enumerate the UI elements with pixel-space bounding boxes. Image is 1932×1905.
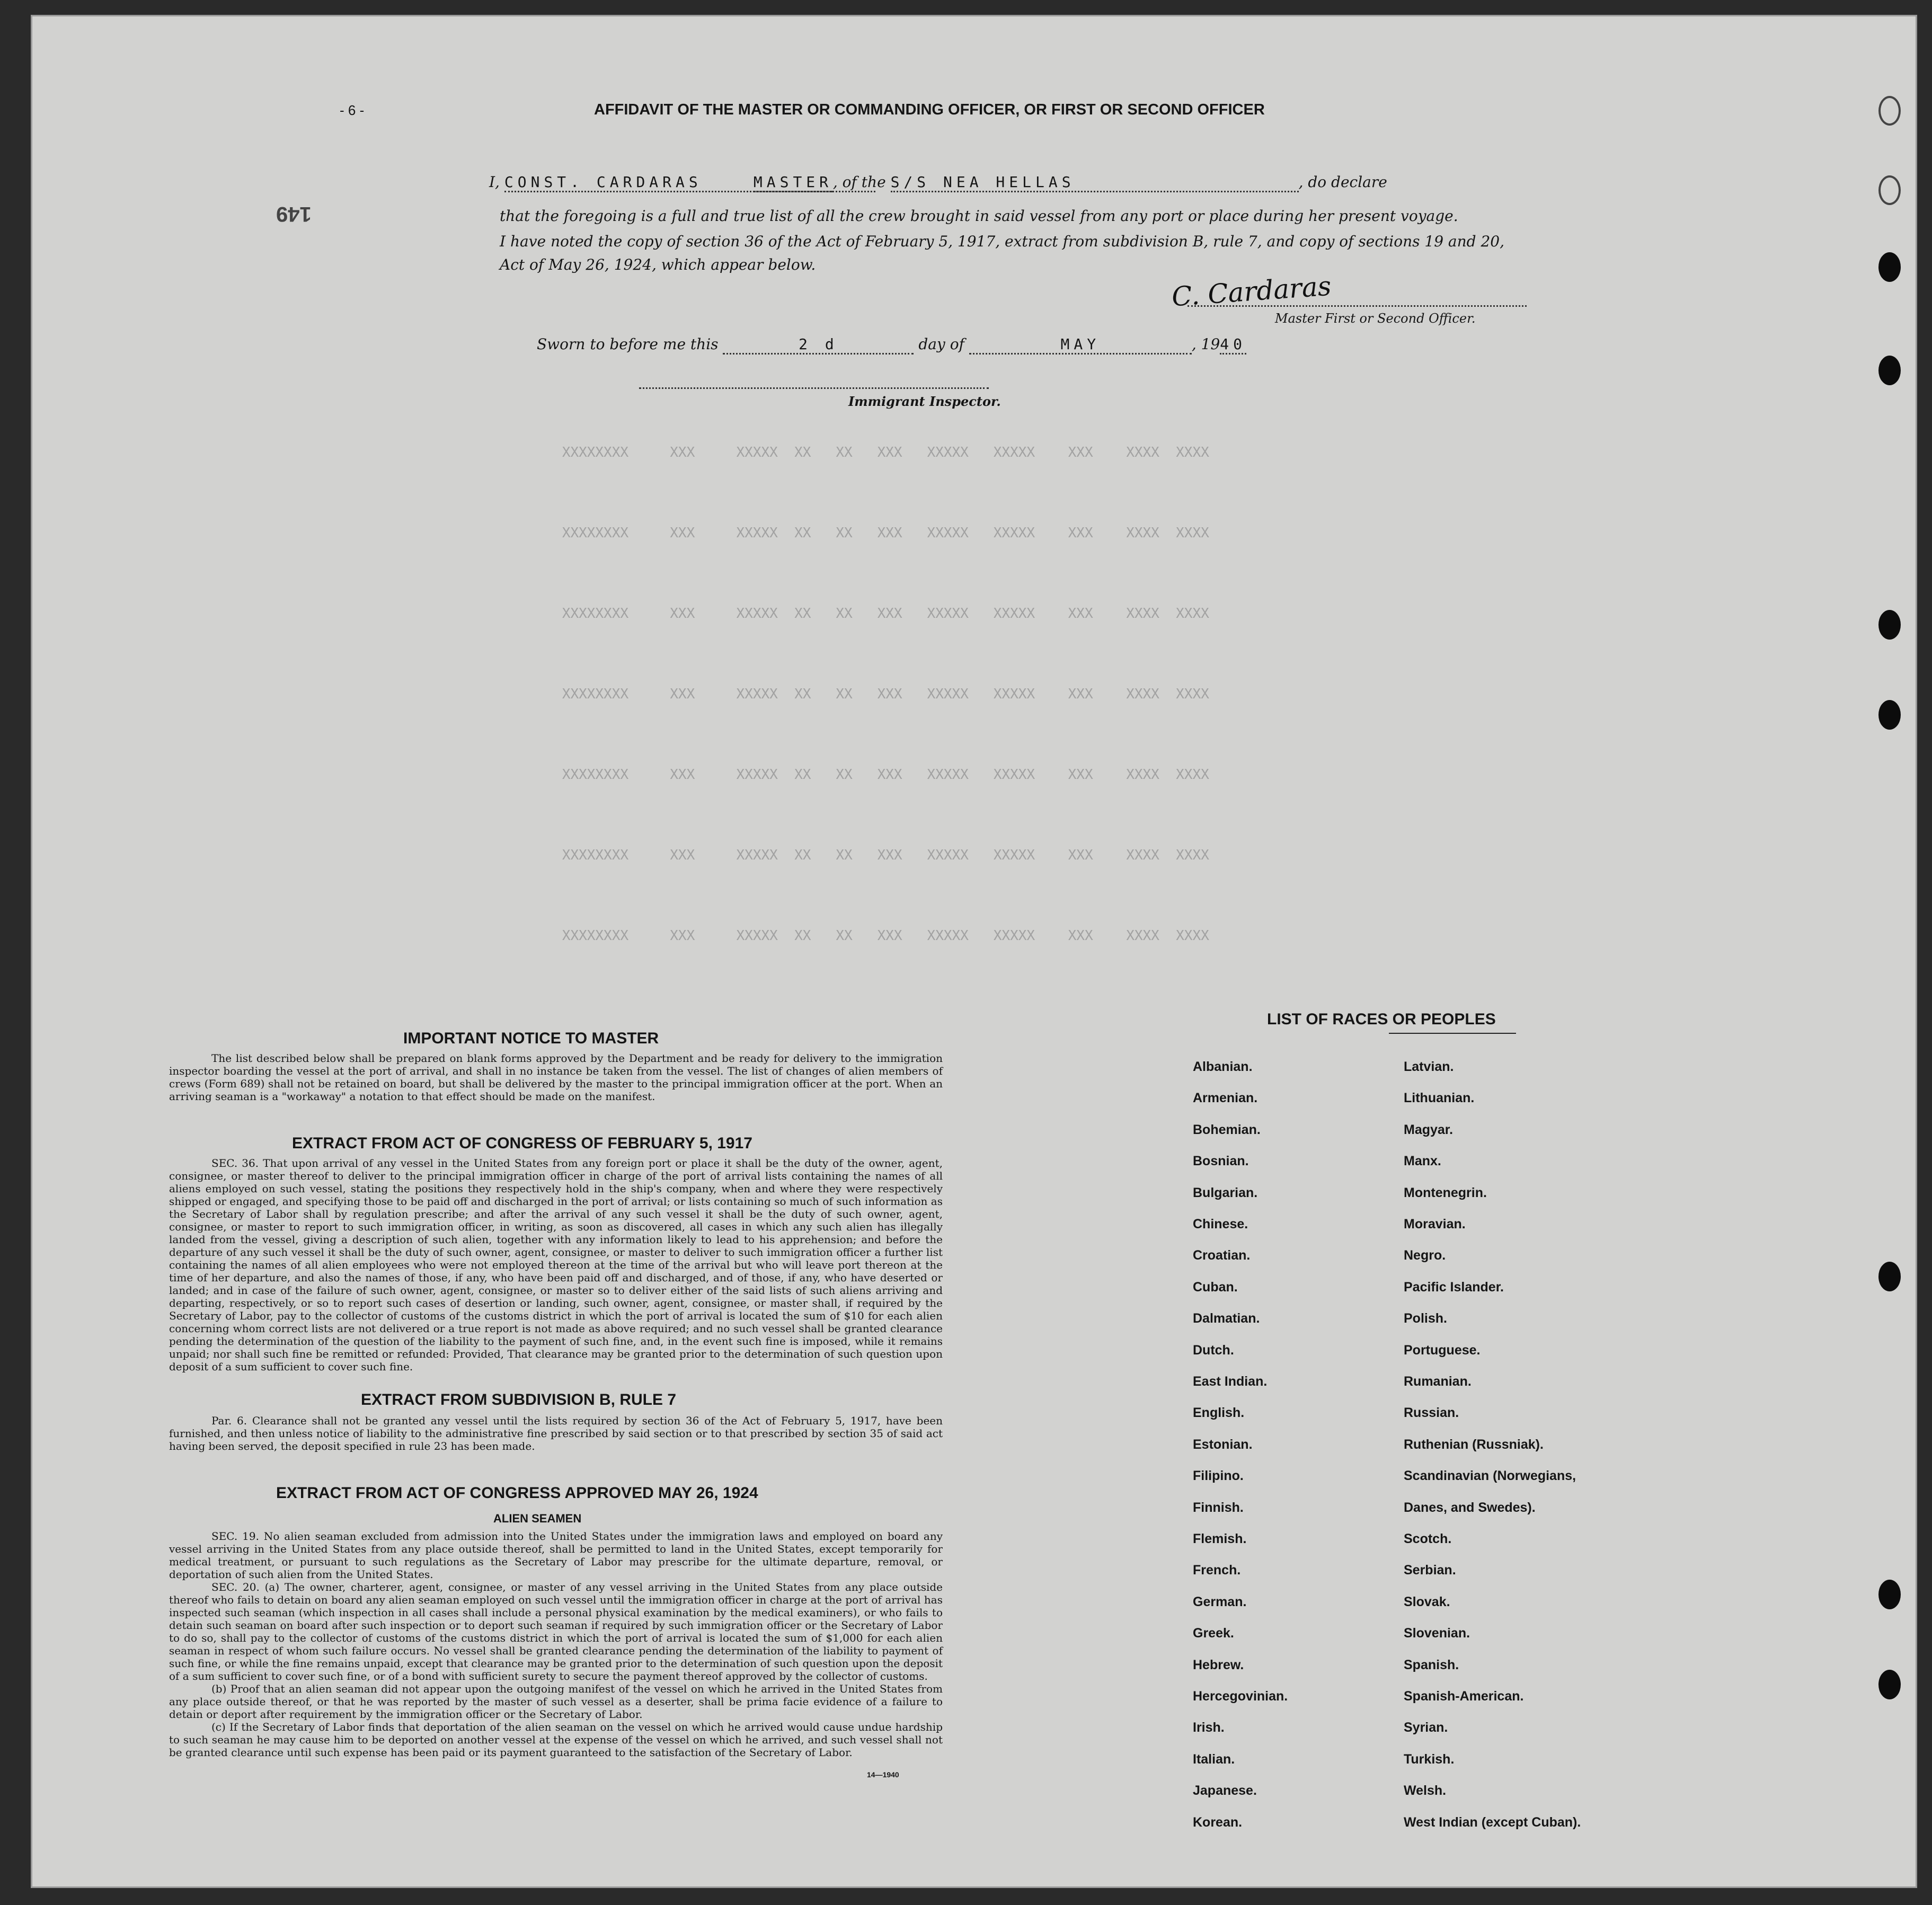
race-item: Rumanian. — [1404, 1374, 1472, 1389]
race-item: Spanish. — [1404, 1657, 1459, 1672]
race-item: Hebrew. — [1193, 1657, 1244, 1672]
subdivision-text: Par. 6. Clearance shall not be granted any vessel until the lists required by section 36 of the Act of February 5, 1917, have been furnished, and then unless notice of liability to the administrative fine prescribed by said section or to that prescribed by section 35 of said act having been served, the deposit specified in rule 23 has been made. — [169, 1414, 943, 1452]
extract-1924-title: EXTRACT FROM ACT OF CONGRESS APPROVED MAY 26, 1924 — [276, 1484, 758, 1502]
binding-hole — [1878, 252, 1901, 282]
race-item: Manx. — [1404, 1154, 1441, 1169]
declaration-line-3: I have noted the copy of section 36 of the Act of February 5, 1917, extract from subdivision B, rule 7, and copy of sections 19 and 20, — [500, 233, 1505, 250]
race-item: Korean. — [1193, 1814, 1243, 1830]
section-20b-text: (b) Proof that an alien seaman did not appear upon the outgoing manifest of the vessel on which he arrived in the United States from any place outside thereof, or that he was reported by the master of such vessel as a deserter, shall be prima facie evidence of a failure to detain or deport after requirement by the immigration officer or the Secretary of Labor. — [169, 1682, 943, 1721]
binding-hole — [1878, 1580, 1901, 1609]
binding-hole — [1878, 610, 1901, 640]
races-title: LIST OF RACES OR PEOPLES — [1267, 1011, 1496, 1028]
race-item: Scotch. — [1404, 1531, 1452, 1546]
vessel-name-field: S/S NEA HELLAS — [891, 173, 1299, 192]
page-number: - 6 - — [340, 102, 365, 118]
race-item: Turkish. — [1404, 1751, 1455, 1767]
race-item: Estonian. — [1193, 1437, 1253, 1452]
sworn-day-field: 2 d — [723, 335, 914, 355]
race-item: Latvian. — [1404, 1059, 1454, 1074]
race-item: East Indian. — [1193, 1374, 1268, 1389]
race-item: Cuban. — [1193, 1279, 1238, 1295]
race-item: English. — [1193, 1405, 1245, 1421]
binding-hole — [1878, 356, 1901, 385]
race-item: Moravian. — [1404, 1217, 1466, 1231]
race-item: Ruthenian (Russniak). — [1404, 1437, 1544, 1452]
race-item: Slovenian. — [1404, 1626, 1470, 1641]
races-title-underline — [1389, 1033, 1516, 1034]
master-signature: C. Cardaras — [1171, 270, 1333, 313]
race-item: Irish. — [1193, 1720, 1225, 1735]
notice-title: IMPORTANT NOTICE TO MASTER — [403, 1030, 659, 1047]
race-item: French. — [1193, 1563, 1241, 1578]
notice-text: The list described below shall be prepared on blank forms approved by the Department and be ready for delivery to the immigration inspector boarding the vessel at the port of arrival, and shall in no instance be taken from the vessel. The list of changes of alien members of crews (Form 689) shall not be retained on board, but shall be delivered by the master to the principal immigration officer at the port. When an arriving seaman is a "workaway" a notation to that effect should be made on the manifest. — [169, 1052, 943, 1103]
race-item: Armenian. — [1193, 1091, 1258, 1106]
section-19-text: SEC. 19. No alien seaman excluded from admission into the United States under the immigration laws and employed on board any vessel arriving in the United States from any place outside thereof, shall be permitted to land in the United States, except temporarily for medical treatment, or pursuant to such regulations as the Secretary of Labor may prescribe for the ultimate departure, removal, or deportation of such alien from the United States. — [169, 1530, 943, 1581]
race-item: Bohemian. — [1193, 1122, 1261, 1137]
declaration-line-4: Act of May 26, 1924, which appear below. — [500, 256, 816, 273]
race-item: Syrian. — [1404, 1720, 1448, 1735]
race-item: Slovak. — [1404, 1594, 1450, 1609]
binding-hole — [1878, 96, 1901, 126]
race-item: Serbian. — [1404, 1563, 1456, 1578]
of-the-text: , of the — [832, 173, 886, 191]
sworn-line — [537, 335, 1246, 355]
affidavit-title: AFFIDAVIT OF THE MASTER OR COMMANDING OFFICER, OR FIRST OR SECOND OFFICER — [594, 101, 1265, 118]
section-20c-text: (c) If the Secretary of Labor finds that deportation of the alien seaman on the vessel on which he arrived would cause undue hardship to such seaman he may cause him to be deported on another vessel at the expense of the vessel on which he arrived, and such vessel shall not be granted clearance until such expense has been paid or its payment guaranteed to the satisfaction of the Secretary of Labor. — [169, 1721, 943, 1759]
race-item: Flemish. — [1193, 1531, 1247, 1546]
rank-field: MASTER — [754, 173, 833, 192]
race-item: Welsh. — [1404, 1783, 1447, 1798]
form-code: 14—1940 — [867, 1770, 899, 1779]
race-item: Bosnian. — [1193, 1154, 1249, 1169]
manifest-page: XXXX XXXX XXX XXXXX XXXXX XXX XX XX XXXXX XXX XXXXXXXX XXXX XXXX XXX XXXXX XXXXX XXX XX XX XXXXX XXX XXXXXXXX XXXX XXXX XXX XXXXX XXXXX XXX XX XX XXXXX XXX XXXXXXXX XXXX XXXX XXX XXXXX XXXXX XXX XX XX XXXXX XXX XXXXXXXX XXXX XXXX XXX XXXXX XXXXX XXX XX XX XXXXX XXX XXXXXXXX XXXX XXXX XXX XXXXX XXXXX XXX XX XX XXXXX XXX XXXXXXXX XXXX XXXX XXX XXXXX XXXXX XXX XX XX XXXXX XXX XXXXXXXX - 6 - AFFIDAVIT OF THE MASTER OR COMMANDING OFFICER, OR FIRST OR SECOND OFFICER 149 I, CONST. CARDARAS MASTER, of the S/S NEA HELLAS , do declare that the foregoing is a full and true list of all the crew brought in said vessel from any port or place during her present voyage. I have noted the copy of section 36 of the Act of February 5, 1917, extract from subdivision B, rule 7, and copy of sections 19 and 20, Act of May 26, 1924, which appear below. C. Cardaras Master First or Second Officer. Sworn to before me this 2 d day of MAY , 1940 Immigrant Inspector. IMPORTANT NOTICE TO MASTER The list described below shall be prepared on blank forms approved by the Department and be ready for delivery to the immigration inspector boarding the vessel at the port of arrival, and shall in no instance be taken from the vessel. The list of changes of alien members of crews (Form 689) shall not be retained on board, but shall be delivered by the master to the principal immigration officer at the port. When an arriving seaman is a "workaway" a notation to that effect should be made on the manifest. EXTRACT FROM ACT OF CONGRESS OF FEBRUARY 5, 1917 SEC. 36. That upon arrival of any vessel in the United States from any foreign port or place it shall be the duty of the owner, agent, consignee, or master thereof to deliver to the principal immigration officer in charge of the port of arrival lists containing the names of all aliens employed on such vessel, stating the positions they respectively hold in the ship's company, when and where they were respectively shipped or engaged, and specifying those to be paid off and discharged in the port of arrival; or lists containing so much of such information as the Secretary of Labor shall by regulation prescribe; and after the arrival of any such vessel it shall be the duty of such owner, agent, consignee, or master to report to such immigration officer, in writing, as soon as discovered, all cases in which any such alien has illegally landed from the vessel, giving a description of such alien, together with any information likely to lead to his apprehension; and before the departure of any such vessel it shall be the duty of such owner, agent, consignee, or master to deliver to such immigration officer a further list containing the names of all alien employees who were not employed thereon at the time of the arrival but who will leave port thereon at the time of her departure, and also the names of those, if any, who have been paid off and discharged, and of those, if any, who have deserted or landed; and in case of the failure of such owner, agent, consignee, or master so to deliver either of the said lists of such aliens arriving and departing, respectively, or so to report such cases of desertion or landing, such owner, agent, consignee, or master shall, if required by the Secretary of Labor, pay to the collector of customs of the customs district in which the port of arrival is located the sum of $10 for each alien concerning whom correct lists are not delivered or a true report is not made as above required; and no such vessel shall be granted clearance pending the determination of the question of the liability to the payment of such fine, and, in the event such fine is imposed, while it remains unpaid; nor shall such fine be remitted or refunded: Provided, That clearance may be granted prior to the determination of such question upon deposit of a sum sufficient to cover such fine. EXTRACT FROM SUBDIVISION B, RULE 7 Par. 6. Clearance shall not be granted any vessel until the lists required by section 36 of the Act of February 5, 1917, have been furnished, and then unless notice of liability to the administrative fine prescribed by said section or to that prescribed by section 35 of said act having been served, the deposit specified in rule 23 has been made. EXTRACT FROM ACT OF CONGRESS APPROVED MAY 26, 1924 ALIEN SEAMEN SEC. 19. No alien seaman excluded from admission into the United States under the immigration laws and employed on board any vessel arriving in the United States from any place outside thereof, shall be permitted to land in the United States, except temporarily for medical treatment, or pursuant to such regulations as the Secretary of Labor may prescribe for the ultimate departure, removal, or deportation of such alien from the United States. SEC. 20. (a) The owner, charterer, agent, consignee, or master of any vessel arriving in the United States from any place outside thereof who fails to detain on board any alien seaman employed on such vessel until the immigration officer in charge at the port of arrival has inspected such seaman (which inspection in all cases shall include a personal physical examination by the medical examiners), or who fails to detain such seaman on board after such inspection or to deport such seaman if required by such immigration officer or the Secretary of Labor to do so, shall pay to the collector of customs of the customs district in which the port of arrival is located the sum of $1,000 for each alien seaman in respect of whom such failure occurs. No vessel shall be granted clearance pending the determination of the liability to payment of such fine, or while the fine remains unpaid, except that clearance may be granted prior to the determination of such question upon the deposit of a sum sufficient to cover such fine, or of a bond with sufficient surety to secure the payment thereof approved by the collector of customs. (b) Proof that an alien seaman did not appear upon the outgoing manifest of the vessel on which he arrived in the United States from any place outside thereof, or that he was reported by the master of such vessel as a deserter, shall be prima facie evidence of a failure to detain or deport after requirement by the immigration officer or the Secretary of Labor. (c) If the Secretary of Labor finds that deportation of the alien seaman on the vessel on which he arrived would cause undue hardship to such seaman he may cause him to be deported on another vessel at the expense of the vessel on which he arrived, and such vessel shall not be granted clearance until such expense has been paid or its payment guaranteed to the satisfaction of the Secretary of Labor. 14—1940 LIST OF RACES OR PEOPLES Albanian. Armenian. Bohemian. Bosnian. Bulgarian. Chinese. Croatian. Cuban. Dalmatian. Dutch. East Indian. English. Estonian. Filipino. Finnish. Flemish. French. German. Greek. Hebrew. Hercegovinian. Irish. Italian. Japanese. Korean. Latvian. Lithuanian. Magyar. Manx. Montenegrin. Moravian. Negro. Pacific Islander. Polish. Portuguese. Rumanian. Russian. Ruthenian (Russniak). Scandinavian (Norwegians, Danes, and Swedes). Scotch. Serbian. Slovak. Slovenian. Spanish. Spanish-American. Syrian. Turkish. Welsh. West Indian (except Cuban). — [31, 15, 1917, 1888]
signature-caption: Master First or Second Officer. — [1275, 311, 1476, 326]
race-item: Portuguese. — [1404, 1342, 1481, 1358]
signature-line — [1187, 305, 1527, 307]
binding-hole — [1878, 700, 1901, 730]
declaration-prefix: I, — [489, 173, 500, 191]
race-item: Lithuanian. — [1404, 1091, 1475, 1106]
inspector-signature-line — [639, 387, 989, 389]
race-item: Chinese. — [1193, 1217, 1248, 1231]
sworn-year-field: 40 — [1220, 335, 1246, 355]
race-item: Magyar. — [1404, 1122, 1454, 1137]
sworn-month-field: MAY — [969, 335, 1192, 355]
race-item: Filipino. — [1193, 1468, 1244, 1484]
inspector-caption: Immigrant Inspector. — [848, 394, 1001, 409]
race-item: Pacific Islander. — [1404, 1279, 1504, 1295]
race-item: Italian. — [1193, 1751, 1235, 1767]
race-item: Scandinavian (Norwegians, — [1404, 1468, 1576, 1484]
race-item: Negro. — [1404, 1248, 1446, 1263]
do-declare-text: , do declare — [1298, 173, 1387, 191]
stamp-number: 149 — [276, 202, 312, 226]
race-item: Dutch. — [1193, 1342, 1234, 1358]
race-item: Japanese. — [1193, 1783, 1257, 1798]
race-item: Spanish-American. — [1404, 1689, 1524, 1704]
race-item: Polish. — [1404, 1311, 1447, 1326]
race-item: Russian. — [1404, 1405, 1459, 1421]
extract-1917-text: SEC. 36. That upon arrival of any vessel in the United States from any foreign port or place it shall be the duty of the owner, agent, consignee, or master thereof to deliver to the principal immigration officer in charge of the port of arrival lists containing the names of all aliens employed on such vessel, stating the positions they respectively hold in the ship's company, when and where they were respectively shipped or engaged, and specifying those to be paid off and discharged in the port of arrival; or lists containing so much of such information as the Secretary of Labor shall by regulation prescribe; and after the arrival of any such vessel it shall be the duty of such owner, agent, consignee, or master to report to such immigration officer, in writing, as soon as discovered, all cases in which any such alien has illegally landed from the vessel, giving a description of such alien, together with any information likely to lead to his apprehension; and before the departure of any such vessel it shall be the duty of such owner, agent, consignee, or master to deliver to such immigration officer a further list containing the names of all alien employees who were not employed thereon at the time of the arrival but who will leave port thereon at the time of her departure, and also the names of those, if any, who have been paid off and discharged, and of those, if any, who have deserted or landed; and in case of the failure of such owner, agent, consignee, or master so to deliver either of the said lists of such aliens arriving and departing, respectively, or so to report such cases of desertion or landing, such owner, agent, consignee, or master shall, if required by the Secretary of Labor, pay to the collector of customs of the customs district in which the port of arrival is located the sum of $10 for each alien concerning whom correct lists are not delivered or a true report is not made as above required; and no such vessel shall be granted clearance pending the determination of the question of the liability to the payment of such fine, and, in the event such fine is imposed, while it remains unpaid; nor shall such fine be remitted or refunded: Provided, That clearance may be granted prior to the determination of such question upon deposit of a sum sufficient to cover such fine. — [169, 1157, 943, 1373]
race-item: Montenegrin. — [1404, 1185, 1487, 1200]
race-item: Dalmatian. — [1193, 1311, 1260, 1326]
day-of-text: day of — [918, 335, 964, 353]
race-item: West Indian (except Cuban). — [1404, 1814, 1581, 1830]
year-prefix: , 19 — [1191, 335, 1220, 353]
race-item: Hercegovinian. — [1193, 1689, 1288, 1704]
declaration-line — [489, 173, 1387, 192]
race-item: Greek. — [1193, 1626, 1234, 1641]
race-item: Croatian. — [1193, 1248, 1251, 1263]
race-item: Finnish. — [1193, 1500, 1244, 1515]
extract-1917-title: EXTRACT FROM ACT OF CONGRESS OF FEBRUARY 5, 1917 — [292, 1135, 752, 1152]
race-item: Albanian. — [1193, 1059, 1253, 1074]
race-item: German. — [1193, 1594, 1247, 1609]
extract-1924-body — [169, 1530, 943, 1759]
binding-hole — [1878, 175, 1901, 205]
extract-1924-subtitle: ALIEN SEAMEN — [493, 1512, 582, 1525]
declaration-line-2: that the foregoing is a full and true list of all the crew brought in said vessel from any port or place during her present voyage. — [500, 207, 1458, 225]
race-item: Danes, and Swedes). — [1404, 1500, 1536, 1515]
sworn-prefix: Sworn to before me this — [537, 335, 719, 353]
binding-hole — [1878, 1670, 1901, 1699]
section-20a-text: SEC. 20. (a) The owner, charterer, agent, consignee, or master of any vessel arriving in the United States from any place outside thereof who fails to detain on board any alien seaman employed on such vessel until the immigration officer in charge at the port of arrival has inspected such seaman (which inspection in all cases shall include a personal physical examination by the medical examiners), or who fails to detain such seaman on board after such inspection or to deport such seaman if required by such immigration officer or the Secretary of Labor to do so, shall pay to the collector of customs of the customs district in which the port of arrival is located the sum of $1,000 for each alien seaman in respect of whom such failure occurs. No vessel shall be granted clearance pending the determination of the liability to payment of such fine, or while the fine remains unpaid, except that clearance may be granted prior to the determination of such question upon the deposit of a sum sufficient to cover such fine, or of a bond with sufficient surety to secure the payment thereof approved by the collector of customs. — [169, 1581, 943, 1682]
race-item: Bulgarian. — [1193, 1185, 1258, 1200]
master-name-field: CONST. CARDARAS — [504, 173, 875, 192]
binding-hole — [1878, 1262, 1901, 1291]
subdivision-title: EXTRACT FROM SUBDIVISION B, RULE 7 — [361, 1391, 677, 1408]
